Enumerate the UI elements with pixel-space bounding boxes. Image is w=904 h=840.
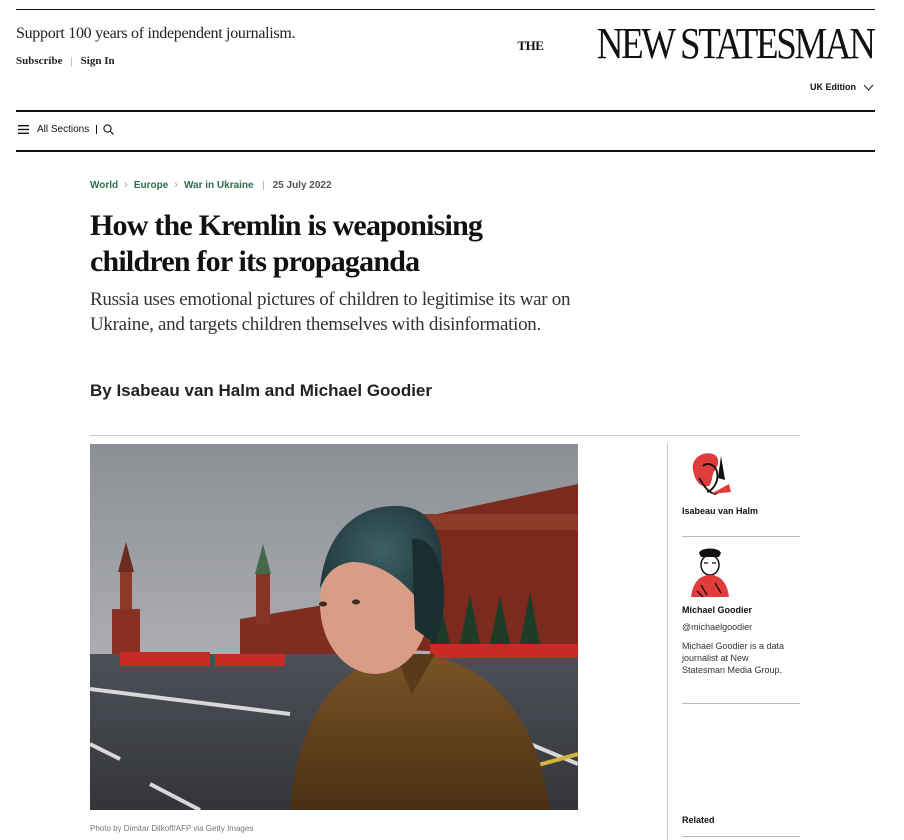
author-name-isabeau[interactable]: Isabeau van Halm xyxy=(682,506,759,516)
breadcrumb-divider xyxy=(263,181,264,190)
breadcrumb-europe[interactable]: Europe xyxy=(133,179,169,191)
search-icon[interactable] xyxy=(103,124,114,135)
article-headline: How the Kremlin is weaponising children for its propaganda xyxy=(90,209,483,278)
site-logo[interactable] xyxy=(517,19,874,68)
header-rule xyxy=(16,110,875,112)
logo-wordmark: NEW STATESMAN xyxy=(597,19,874,68)
sidebar-divider xyxy=(667,444,668,840)
author-separator xyxy=(682,536,800,537)
chevron-right-icon: › xyxy=(174,179,178,191)
link-separator: | xyxy=(70,55,73,67)
author-name-michael[interactable]: Michael Goodier xyxy=(682,605,753,615)
support-text: Support 100 years of independent journalism. xyxy=(16,25,296,42)
article-standfirst: Russia uses emotional pictures of children to legitimise its war on Ukraine, and targets children themselves with disinformation. xyxy=(90,289,571,335)
nav-rule xyxy=(16,150,875,152)
breadcrumb-war-in-ukraine[interactable]: War in Ukraine xyxy=(183,179,254,191)
related-separator xyxy=(682,836,800,837)
author-bio-michael: Michael Goodier is a data journalist at New Statesman Media Group. xyxy=(682,641,785,675)
article-rule xyxy=(90,435,800,436)
breadcrumb-world[interactable]: World xyxy=(90,179,119,191)
chevron-down-icon xyxy=(863,84,874,91)
chevron-right-icon: › xyxy=(124,179,128,191)
all-sections-button[interactable]: All Sections xyxy=(37,124,90,135)
nav-divider xyxy=(96,125,97,134)
section-nav xyxy=(18,124,114,135)
author-avatar-michael[interactable] xyxy=(685,545,737,599)
edition-label: UK Edition xyxy=(810,82,856,92)
sign-in-link[interactable]: Sign In xyxy=(80,55,115,67)
auth-links xyxy=(16,55,115,67)
author-handle-michael[interactable]: @michaelgoodier xyxy=(682,622,753,632)
breadcrumb xyxy=(90,179,332,191)
edition-selector[interactable] xyxy=(810,82,874,92)
photo-illustration xyxy=(90,444,578,810)
hamburger-icon[interactable] xyxy=(18,125,29,134)
article-photo xyxy=(90,444,578,810)
subscribe-link[interactable]: Subscribe xyxy=(16,55,63,67)
photo-caption: Photo by Dimitar Dilkoff/AFP via Getty Images xyxy=(90,824,254,833)
article-byline: By Isabeau van Halm and Michael Goodier xyxy=(90,381,432,400)
publish-date: 25 July 2022 xyxy=(272,179,332,191)
author-separator xyxy=(682,703,800,704)
top-rule xyxy=(16,9,875,10)
related-heading: Related xyxy=(682,815,715,825)
logo-the: THE xyxy=(517,38,544,53)
author-avatar-isabeau[interactable] xyxy=(685,448,737,502)
